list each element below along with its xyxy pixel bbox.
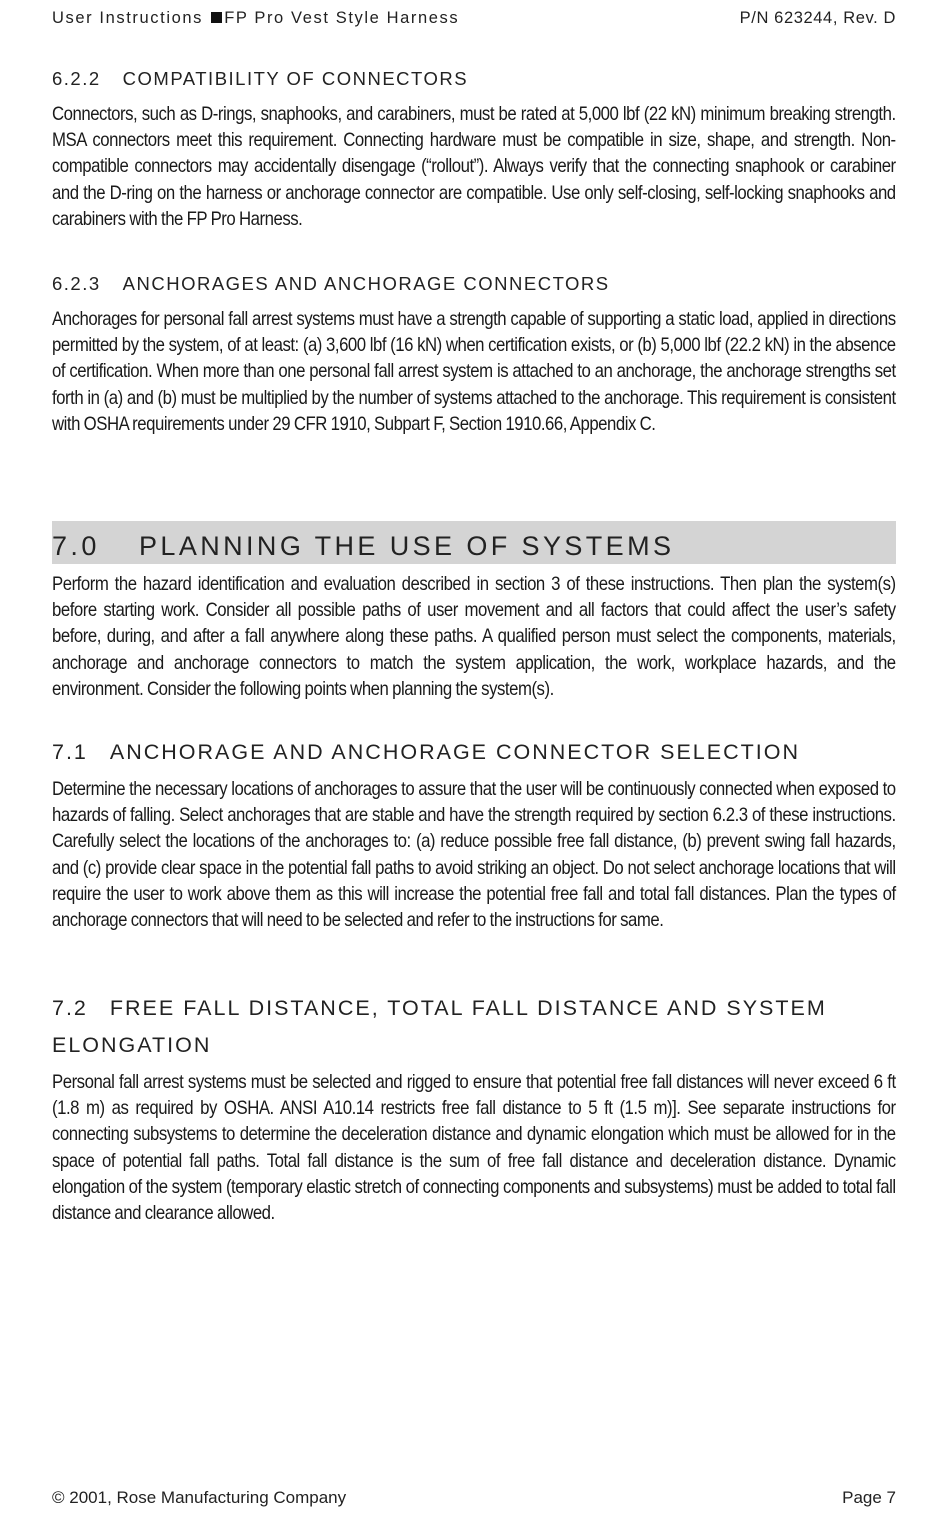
section-title: ANCHORAGE AND ANCHORAGE CONNECTOR SELECTION — [109, 740, 800, 764]
paragraph-7-2: Personal fall arrest systems must be selected and rigged to ensure that potential free fall distances will never exceed 6 ft (1.8 m) as required by OSHA. ANSI A10.14 restricts free fall distance to 5 ft (1.5 m)]. See separate instructions for connecting subsystems to determine the deceleration distance and dynamic elongation which must be allowed for in the space of potential fall paths. Total fall distance is the sum of free fall distance and deceleration distance. Dynamic elongation of the system (temporary elastic stretch of connecting components and subsystems) must be added to total fall distance and clearance allowed. — [52, 1071, 896, 1225]
header-document-title: User Instructions FP Pro Vest Style Harness — [52, 9, 460, 27]
heading-6-2-3 — [52, 273, 610, 295]
section-number: 6.2.3 — [52, 273, 101, 294]
section-title: PLANNING THE USE OF SYSTEMS — [139, 531, 675, 561]
section-number: 7.0 — [52, 531, 100, 561]
section-title: ANCHORAGES AND ANCHORAGE CONNECTORS — [122, 273, 610, 294]
section-number: 7.2 — [52, 996, 88, 1020]
paragraph-6-2-2: Connectors, such as D-rings, snaphooks, and carabiners, must be rated at 5,000 lbf (22 kN) minimum breaking strength. MSA connectors meet this requirement. Connecting hardware must be compatible in size, shape, and strength. Non-compatible connectors may accidentally disengage (“rollout”). Always verify that the connecting snaphook or carabiner and the D-ring on the harness or anchorage connector are compatible. Use only self-closing, self-locking snaphooks and carabiners with the FP Pro Harness. — [52, 103, 896, 230]
header-part-number: P/N 623244, Rev. D — [739, 9, 896, 27]
section-title: COMPATIBILITY OF CONNECTORS — [122, 68, 469, 89]
running-header — [52, 9, 896, 31]
paragraph-7-1: Determine the necessary locations of anchorages to assure that the user will be continuously connected when exposed to hazards of falling. Select anchorages that are stable and have the strength required by section 6.2.3 of these instructions. Carefully select the locations of the anchorages to: (a) reduce possible free fall distance, (b) prevent swing fall hazards, and (c) provide clear space in the potential fall paths to avoid striking an object. Do not select anchorage locations that will require the user to work above them as this will increase the potential free fall and total fall distances. Plan the types of anchorage connectors that will need to be selected and refer to the instructions for same. — [52, 778, 896, 932]
heading-6-2-2 — [52, 68, 468, 90]
heading-7-2 — [52, 990, 896, 1064]
section-title: FREE FALL DISTANCE, TOTAL FALL DISTANCE AND SYSTEM ELONGATION — [52, 996, 827, 1057]
footer-copyright: © 2001, Rose Manufacturing Company — [52, 1488, 347, 1507]
section-number: 6.2.2 — [52, 68, 101, 89]
paragraph-7-0: Perform the hazard identification and evaluation described in section 3 of these instructions. Then plan the system(s) before starting work. Consider all possible paths of user movement and all factors that could affect the user’s safety before, during, and after a fall anywhere along these paths. A qualified person must select the components, materials, anchorage and anchorage connectors to match the system application, the work, workplace hazards, and the environment. Consider the following points when planning the system(s). — [52, 573, 896, 700]
footer-page-number: Page 7 — [842, 1488, 896, 1507]
heading-7-0 — [52, 521, 896, 564]
heading-7-1 — [52, 734, 896, 771]
paragraph-6-2-3: Anchorages for personal fall arrest systems must have a strength capable of supporting a static load, applied in directions permitted by the system, of at least: (a) 3,600 lbf (16 kN) when certification exists, or (b) 5,000 lbf (22.2 kN) in the absence of certification. When more than one personal fall arrest system is attached to an anchorage, the anchorage strengths set forth in (a) and (b) must be multiplied by the number of systems attached to the anchorage. This requirement is consistent with OSHA requirements under 29 CFR 1910, Subpart F, Section 1910.66, Appendix C. — [52, 308, 896, 435]
document-page — [52, 0, 896, 1514]
black-square-icon — [211, 12, 222, 23]
section-number: 7.1 — [52, 740, 88, 764]
